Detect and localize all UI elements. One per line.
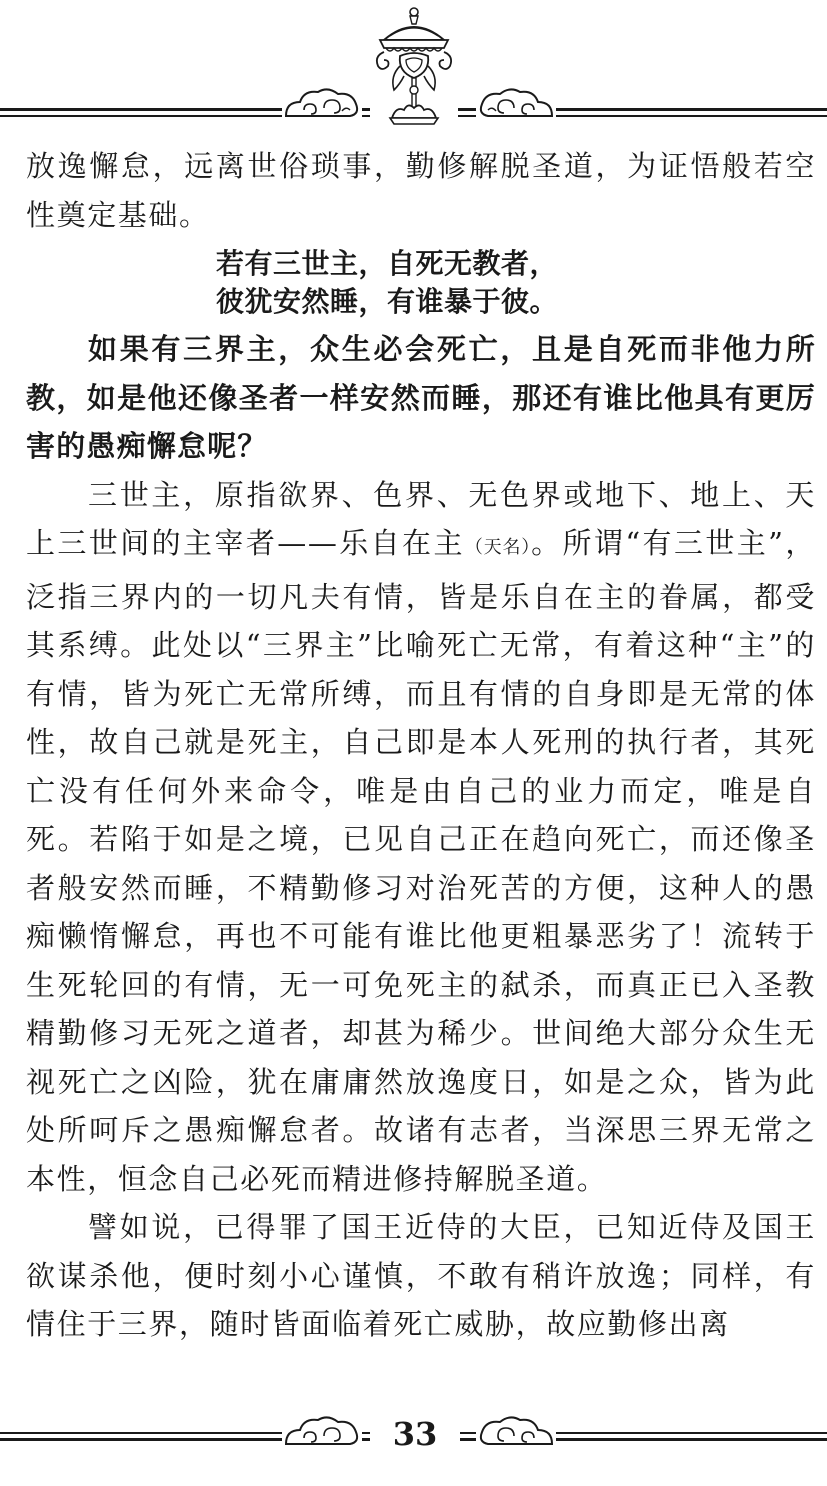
verse-block — [26, 245, 816, 321]
cloud-scroll-icon — [476, 84, 556, 120]
parasol-emblem-icon — [370, 6, 458, 130]
verse-line: 彼犹安然睡，有谁暴于彼。 — [216, 285, 559, 318]
cloud-scroll-icon — [282, 84, 362, 120]
verse-line: 若有三世主，自死无教者， — [216, 247, 559, 280]
commentary-text: 。所谓“有三世主”，泛指三界内的一切凡夫有情，皆是乐自在主的眷属，都受其系缚。此处以“三界主”比喻死亡无常，有着这种“主”的有情，皆为死亡无常所缚，而且有情的自身即是无常的体性，故自己就是死主，自己即是本人死刑的执行者，其死亡没有任何外来命令，唯是由自己的业力而定，唯是自死。若陷于如是之境，已见自己正在趋向死亡，而还像圣者般安然而睡，不精勤修习对治死苦的方便，这种人的愚痴懒惰懈怠，再也不可能有谁比他更粗暴恶劣了！流转于生死轮回的有情，无一可免死主的弑杀，而真正已入圣教精勤修习无死之道者，却甚为稀少。世间绝大部分众生无视死亡之凶险，犹在庸庸然放逸度日，如是之众，皆为此处所呵斥之愚痴懈怠者。故诸有志者，当深思三界无常之本性，恒念自己必死而精进修持解脱圣道。 — [26, 526, 817, 1196]
analogy-paragraph: 譬如说，已得罪了国王近侍的大臣，已知近侍及国王欲谋杀他，便时刻小心谨慎，不敢有稍许放逸；同样，有情住于三界，随时皆面临着死亡威胁，故应勤修出离 — [26, 1210, 816, 1341]
paragraph-continuation: 放逸懈怠，远离世俗琐事，勤修解脱圣道，为证悟般若空性奠定基础。 — [26, 149, 816, 232]
verse-explanation-paragraph: 如果有三界主，众生必会死亡，且是自死而非他力所教，如是他还像圣者一样安然而睡，那还有谁比他具有更厉害的愚痴懈怠呢？ — [26, 332, 816, 463]
inline-note: （天名） — [464, 537, 532, 558]
cloud-scroll-icon — [282, 1412, 362, 1448]
commentary-text: 三世主，原指欲界、色界、无色界或地下、地上、天上三世间的主宰者——乐自在主 — [26, 477, 816, 560]
page-number: 33 — [370, 1414, 460, 1456]
cloud-scroll-icon — [476, 1412, 556, 1448]
body-text — [26, 142, 816, 1349]
commentary-paragraph — [26, 471, 816, 1204]
